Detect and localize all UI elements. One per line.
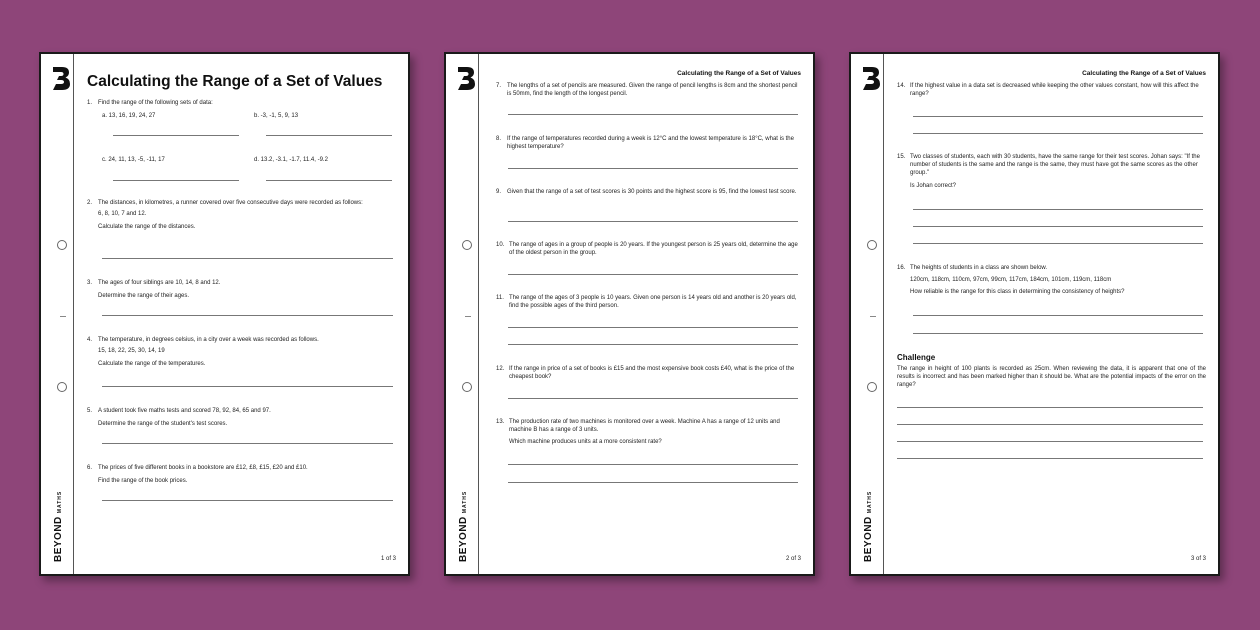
divider [465, 316, 471, 317]
page-number: 2 of 3 [785, 556, 801, 562]
question-4: 4. The temperature, in degrees celsius, in a city over a week was recorded as follows. 15, 18, 22, 25, 30, 14, 19 Calculate the range of the temperatures. [87, 337, 319, 368]
answer-line [102, 315, 393, 316]
question-12: 12. If the range in price of a set of books is £15 and the most expensive book costs £40, what is the price of the cheapest book? [496, 366, 795, 381]
question-13: 13. The production rate of two machines is monitored over a week. Machine A has a range of 12 units and machine B has a range of 3 units. Which machine produces units at a more consistent rate? [496, 419, 780, 446]
question-5: 5. A student took five maths tests and scored 78, 92, 84, 65 and 97. Determine the range of the student's test scores. [87, 408, 271, 428]
worksheet-page-3 [849, 52, 1220, 576]
answer-line [508, 168, 798, 169]
question-1c: c. 24, 11, 13, -5, -11, 17 [102, 157, 165, 163]
question-15: 15. Two classes of students, each with 30 students, have the same range for their test scores. Johan says: "If the number of students is the same and the range is the same, they must have got the same scores as the other group." Is Johan correct? [897, 154, 1200, 189]
punch-hole [57, 240, 67, 250]
worksheet-page-1 [39, 52, 410, 576]
answer-line [913, 226, 1203, 227]
question-6: 6. The prices of five different books in a bookstore are £12, £8, £15, £20 and £10. Find the range of the book prices. [87, 465, 308, 485]
answer-line [897, 441, 1203, 442]
question-11: 11. The range of the ages of 3 people is 10 years. Given one person is 14 years old and another is 20 years old, find the possible ages of the third person. [496, 295, 797, 310]
beyond-logo-icon [50, 65, 72, 91]
binder-strip [41, 54, 74, 574]
answer-line [508, 344, 798, 345]
answer-line [266, 180, 392, 181]
answer-line [508, 398, 798, 399]
answer-line [913, 333, 1203, 334]
challenge-text: The range in height of 100 plants is recorded as 25cm. When reviewing the data, it is apparent that one of the results is incorrect and has been marked higher than it should be. What are the potential impacts of the error on the range? [897, 366, 1206, 389]
answer-line [113, 180, 239, 181]
question-10: 10. The range of ages in a group of people is 20 years. If the youngest person is 25 years old, determine the age of the oldest person in the group. [496, 242, 798, 257]
answer-line [508, 482, 798, 483]
answer-line [102, 258, 393, 259]
answer-line [508, 274, 798, 275]
question-14: 14. If the highest value in a data set is decreased while keeping the other values constant, how will this affect the range? [897, 83, 1199, 98]
question-3: 3. The ages of four siblings are 10, 14, 8 and 12. Determine the range of their ages. [87, 280, 221, 300]
divider [60, 316, 66, 317]
question-8: 8. If the range of temperatures recorded during a week is 12°C and the lowest temperature is 18°C, what is the highest temperature? [496, 136, 794, 151]
worksheet-page-2 [444, 52, 815, 576]
answer-line [913, 116, 1203, 117]
answer-line [508, 327, 798, 328]
answer-line [508, 114, 798, 115]
page-number: 3 of 3 [1190, 556, 1206, 562]
challenge-heading: Challenge [897, 353, 936, 362]
answer-line [266, 135, 392, 136]
answer-line [913, 133, 1203, 134]
page-header-title: Calculating the Range of a Set of Values [677, 70, 801, 77]
punch-hole [462, 240, 472, 250]
answer-line [897, 424, 1203, 425]
answer-line [913, 209, 1203, 210]
brand-label: BEYONDMATHS [53, 490, 64, 562]
question-7: 7. The lengths of a set of pencils are measured. Given the range of pencil lengths is 8cm and the shortest pencil is 50mm, find the length of the longest pencil. [496, 83, 798, 98]
question-2: 2. The distances, in kilometres, a runner covered over five consecutive days were recorded as follows: 6, 8, 10, 7 and 12. Calculate the range of the distances. [87, 200, 363, 231]
answer-line [508, 464, 798, 465]
punch-hole [462, 382, 472, 392]
answer-line [913, 315, 1203, 316]
beyond-logo-icon [860, 65, 882, 91]
answer-line [102, 443, 393, 444]
divider [870, 316, 876, 317]
punch-hole [867, 240, 877, 250]
answer-line [102, 386, 393, 387]
question-1b: b. -3, -1, 5, 9, 13 [254, 113, 299, 119]
punch-hole [867, 382, 877, 392]
question-1: 1. Find the range of the following sets of data: [87, 100, 213, 106]
beyond-logo-icon [455, 65, 477, 91]
answer-line [113, 135, 239, 136]
answer-line [508, 221, 798, 222]
answer-line [897, 407, 1203, 408]
question-1d: d. 13.2, -3.1, -1.7, 11.4, -9.2 [254, 157, 328, 163]
page-title: Calculating the Range of a Set of Values [87, 73, 383, 90]
answer-line [102, 500, 393, 501]
question-1a: a. 13, 16, 19, 24, 27 [102, 113, 156, 119]
brand-label: BEYONDMATHS [458, 490, 469, 562]
brand-label: BEYONDMATHS [863, 490, 874, 562]
question-16: 16. The heights of students in a class are shown below. 120cm, 118cm, 110cm, 97cm, 99cm, 117cm, 184cm, 101cm, 119cm, 118cm How reliable is the range for this class in determining the consistency of heights? [897, 265, 1125, 296]
punch-hole [57, 382, 67, 392]
answer-line [897, 458, 1203, 459]
page-number: 1 of 3 [380, 556, 396, 562]
page-header-title: Calculating the Range of a Set of Values [1082, 70, 1206, 77]
answer-line [913, 243, 1203, 244]
binder-strip [851, 54, 884, 574]
question-9: 9. Given that the range of a set of test scores is 30 points and the highest score is 95, find the lowest test score. [496, 189, 797, 195]
binder-strip [446, 54, 479, 574]
